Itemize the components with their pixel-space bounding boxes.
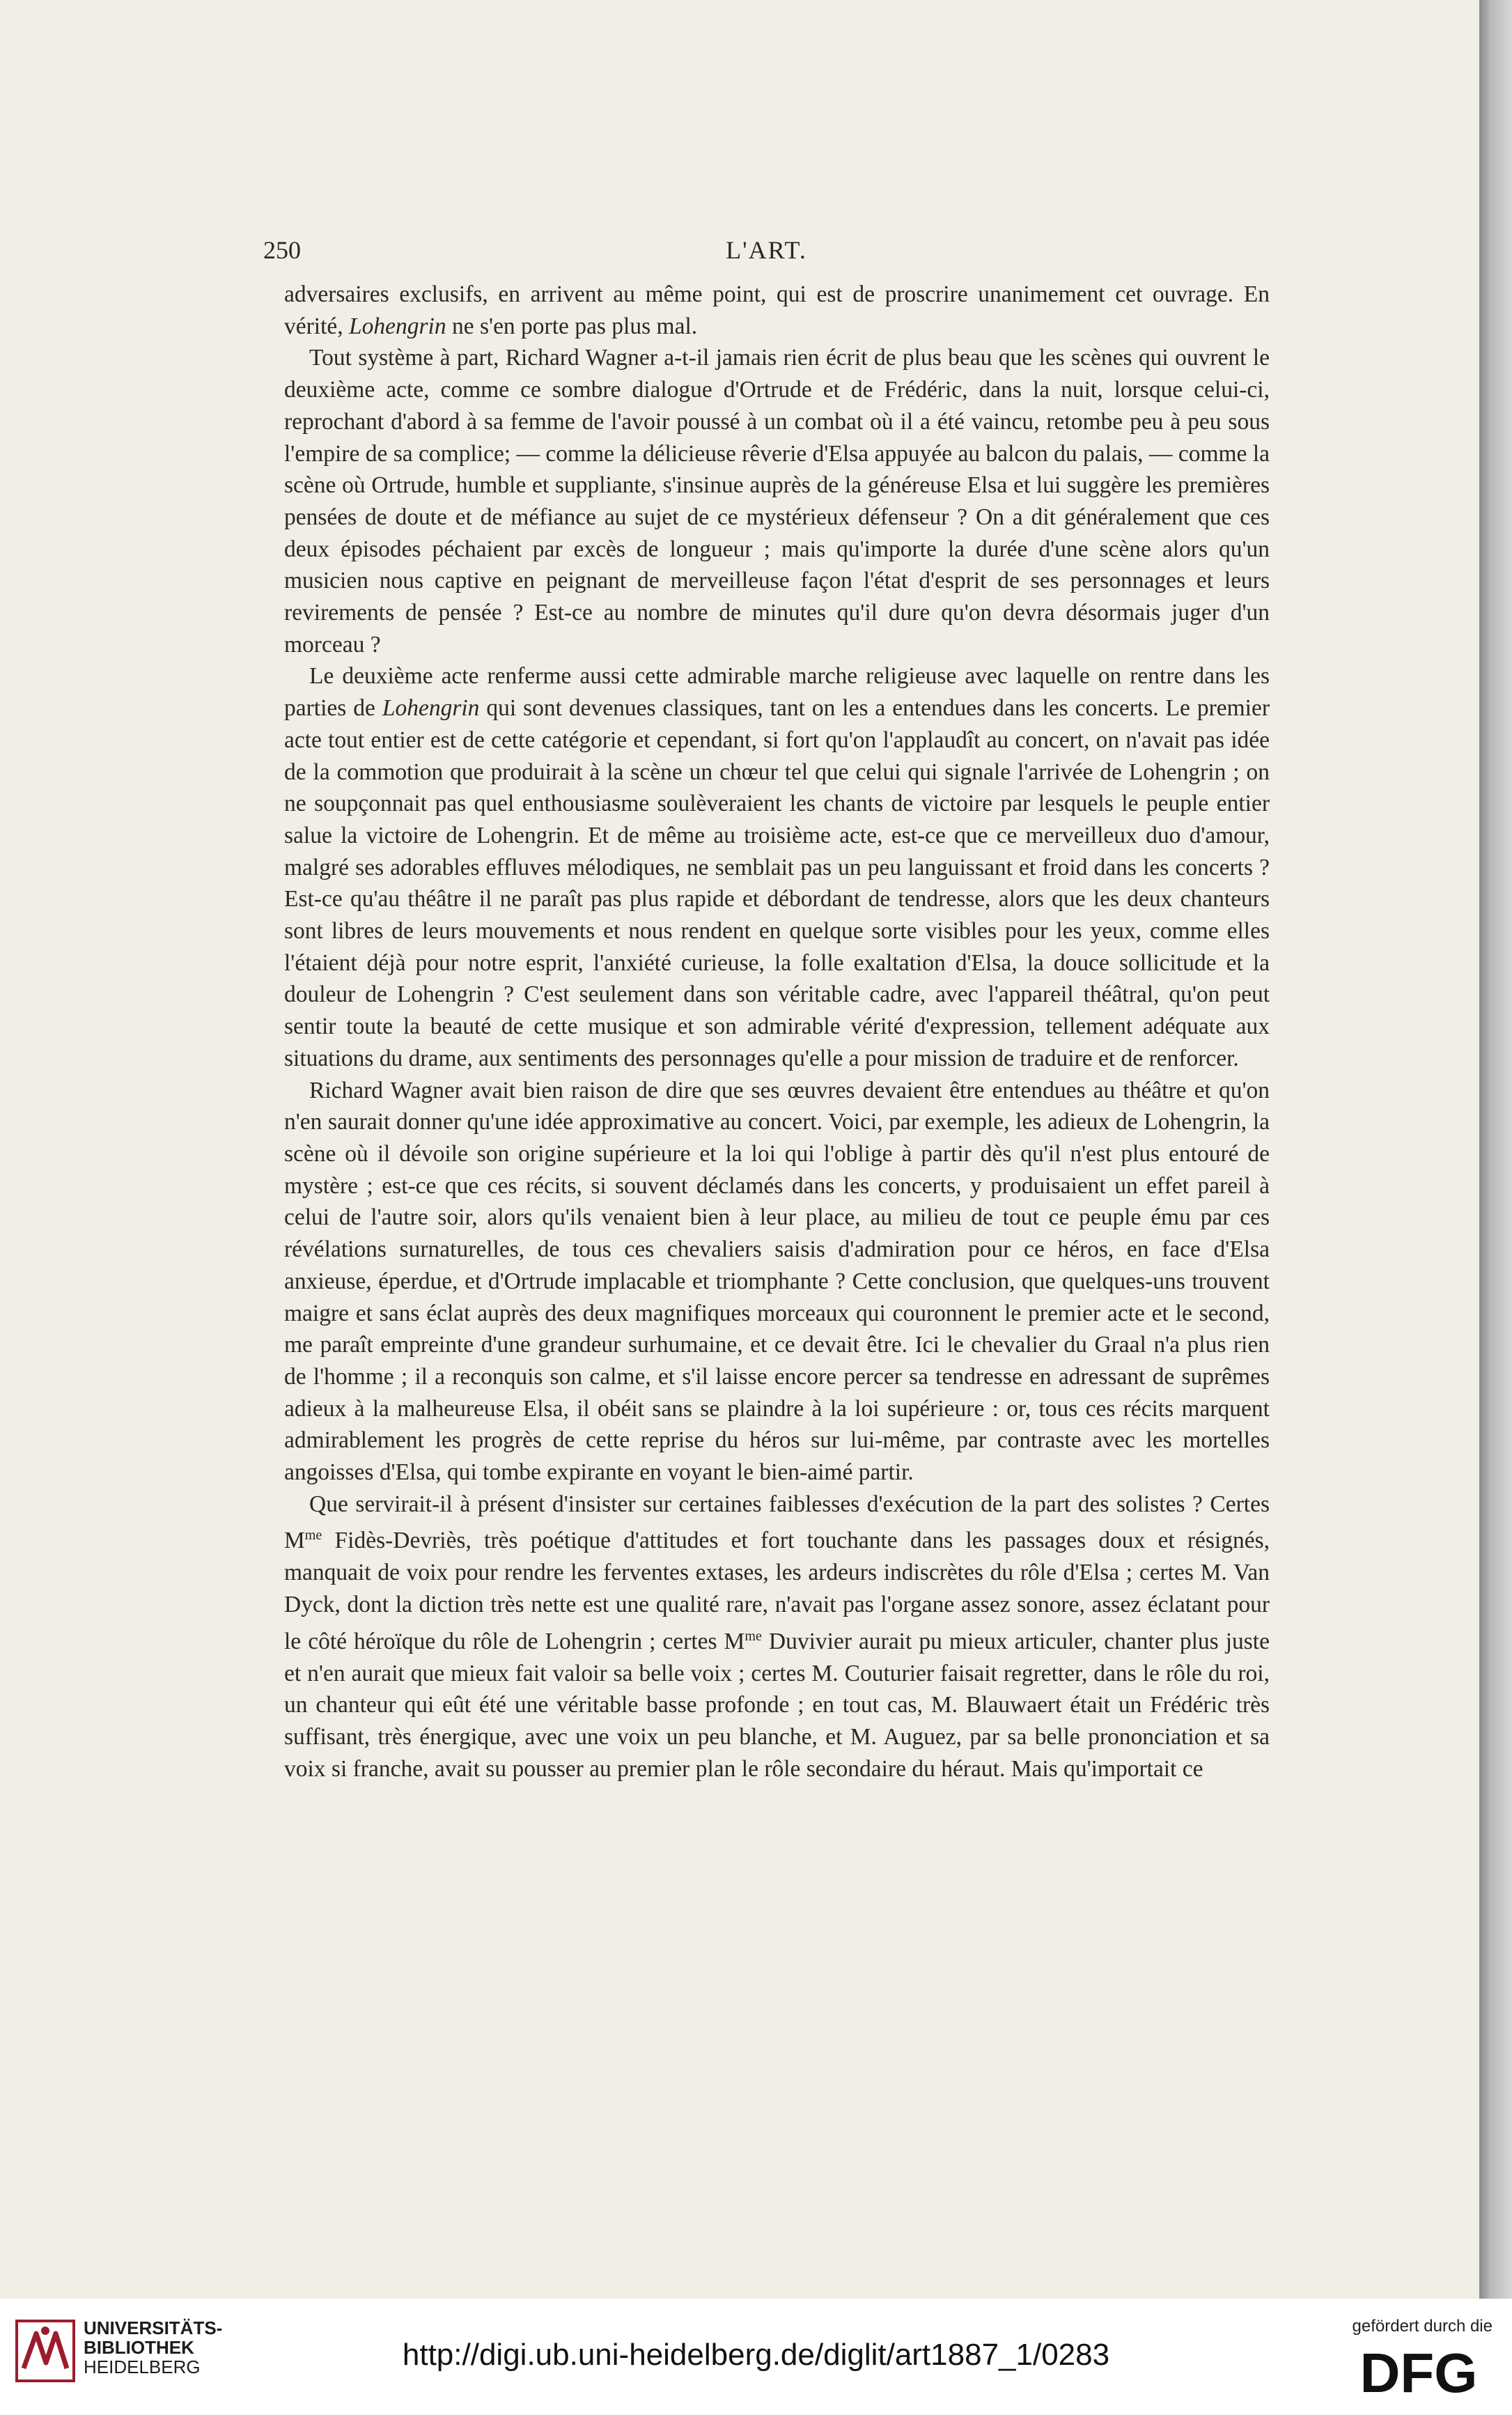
text-run: Richard Wagner avait bien raison de dire que ses œuvres devaient être entendues au théâtre et qu'on n'en saurait donner qu'une idée approximative au concert. Voici, par exemple, les adieux de Lohengrin, la scène où il dévoile son origine supérieure et la loi qui l'oblige à partir dès qu'il n'est plus entouré de mystère ; est-ce que ces récits, si souvent déclamés dans les concerts, y produisaient un effet pareil à celui de l'autre soir, alors qu'ils venaient bien à leur place, au milieu de tout ce peuple ému par ces révélations surnaturelles, de tous ces chevaliers saisis d'admiration pour ce héros, en face d'Elsa anxieuse, éperdue, et d'Ortrude implacable et triomphante ? Cette conclusion, que quelques-uns trouvent maigre et sans éclat auprès des deux magnifiques morceaux qui couronnent le premier acte et le second, me paraît empreinte d'une grandeur surhumaine, et ce devait être. Ici le chevalier du Graal n'a plus rien de l'homme ; il a reconquis son calme, et s'il laisse encore percer sa tendresse en adressant de suprêmes adieux à la malheureuse Elsa, il obéit sans se plaindre à la loi supérieure : or, tous ces récits marquent admirablement les progrès de cette reprise du héros sur lui-même, par contraste avec les mortelles angoisses d'Elsa, qui tombe expirante en voyant le bien-aimé partir. (284, 1077, 1270, 1486)
text-run: Le deuxième acte renferme aussi cette admirable marche religieuse avec laquelle on rentre dans les parties de (284, 663, 1270, 722)
text-run: Duvivier aurait pu mieux articuler, chanter plus juste et n'en aurait que mieux fait valoir sa belle voix ; certes M. Couturier faisait regretter, dans le rôle du roi, un chanteur qui eût été une véritable basse profonde ; en tout cas, M. Blauwaert était un Frédéric très suffisant, très énergique, avec une voix un peu blanche, et M. Auguez, par sa belle prononciation et sa voix si franche, avait su pousser au premier plan le rôle secondaire du héraut. Mais qu'importait ce (284, 1628, 1270, 1782)
paragraph (284, 1075, 1270, 1489)
text-run: qui sont devenues classiques, tant on les a entendues dans les concerts. Le premier acte tout entier est de cette catégorie et cependant, si fort qu'on l'applaudît au concert, on n'avait pas idée de la commotion que produirait à la scène un chœur tel que celui qui signale l'arrivée de Lohengrin ; on ne soupçonnait pas quel enthousiasme soulèveraient les chants de victoire par lesquels le peuple entier salue la victoire de Lohengrin. Et de même au troisième acte, est-ce que ce merveilleux duo d'amour, malgré ses adorables effluves mélodiques, ne semblait pas un peu languissant et froid dans les concerts ? Est-ce qu'au théâtre il ne paraît pas plus rapide et débordant de tendresse, alors que les deux chanteurs sont libres de leurs mouvements et nous rendent en quelque sorte visibles pour les yeux, comme elles l'étaient déjà pour notre esprit, l'anxiété curieuse, la folle exaltation d'Elsa, la douce sollicitude et la douleur de Lohengrin ? C'est seulement dans son véritable cadre, avec l'appareil théâtral, qu'on peut sentir toute la beauté de cette musique et son admirable vérité d'expression, tellement adéquate aux situations du drame, aux sentiments des personnages qu'elle a pour mission de traduire et de renforcer. (284, 695, 1270, 1071)
paragraph (284, 1489, 1270, 1785)
text-run: adversaires exclusifs, en arrivent au même point, qui est de proscrire unanimement cet ouvrage. En vérité, (284, 281, 1270, 339)
source-url-link[interactable]: http://digi.ub.uni-heidelberg.de/diglit/art1887_1/0283 (402, 2338, 1110, 2372)
dfg-logo-icon (1342, 2345, 1495, 2400)
library-name-line1: UNIVERSITÄTS- (84, 2317, 223, 2338)
text-run: Tout système à part, Richard Wagner a-t-il jamais rien écrit de plus beau que les scènes qui ouvrent le deuxième acte, comme ce sombre dialogue d'Ortrude et de Frédéric, dans la nuit, lorsque celui-ci, reprochant d'abord à sa femme de l'avoir poussé à un combat où il a été vaincu, retombe peu à peu sous l'empire de sa complice; — comme la délicieuse rêverie d'Elsa appuyée au balcon du palais, — comme la scène où Ortrude, humble et suppliante, s'insinue auprès de la généreuse Elsa et lui suggère les premières pensées de doute et de méfiance au sujet de ce mystérieux défenseur ? On a dit généralement que ces deux épisodes péchaient par excès de longueur ; mais qu'importe la durée d'une scène alors qu'un musicien nous captive en peignant de merveilleuse façon l'état d'esprit de ses personnages et leurs revirements de pensée ? Est-ce au nombre de minutes qu'il dure qu'on devra désormais juger d'un morceau ? (284, 345, 1270, 658)
superscript: me (745, 1628, 762, 1644)
page-edge-shadow (1479, 0, 1512, 2299)
italic-title: Lohengrin (382, 695, 480, 722)
dfg-logo-text: DFG (1359, 2345, 1478, 2400)
library-name-line3: HEIDELBERG (84, 2356, 201, 2377)
superscript: me (304, 1528, 322, 1544)
paragraph (284, 342, 1270, 660)
text-run: Fidès-Devriès, très poétique d'attitudes et fort touchante dans les passages doux et résignés, manquait de voix pour rendre les ferventes extases, les ardeurs indiscrètes du rôle d'Elsa ; certes M. Van Dyck, dont la diction très nette est une qualité rare, n'avait pas l'organe assez sonore, assez éclatant pour le côté héroïque du rôle de Lohengrin ; certes M (284, 1528, 1270, 1654)
funding-note: gefördert durch die (1352, 2317, 1492, 2336)
running-head (263, 235, 1270, 267)
text-run: ne s'en porte pas plus mal. (446, 313, 698, 339)
paragraph (284, 660, 1270, 1074)
paragraph (284, 279, 1270, 342)
page-number: 250 (263, 236, 301, 264)
journal-title: L'ART. (726, 236, 807, 264)
text-run: Que servirait-il à présent d'insister sur certaines faiblesses d'exécution de la part des solistes ? Certes M (284, 1491, 1270, 1554)
italic-title: Lohengrin (349, 313, 446, 339)
article-body (284, 279, 1270, 1950)
library-name-line2: BIBLIOTHEK (84, 2337, 194, 2358)
footer-bar (0, 2299, 1512, 2415)
